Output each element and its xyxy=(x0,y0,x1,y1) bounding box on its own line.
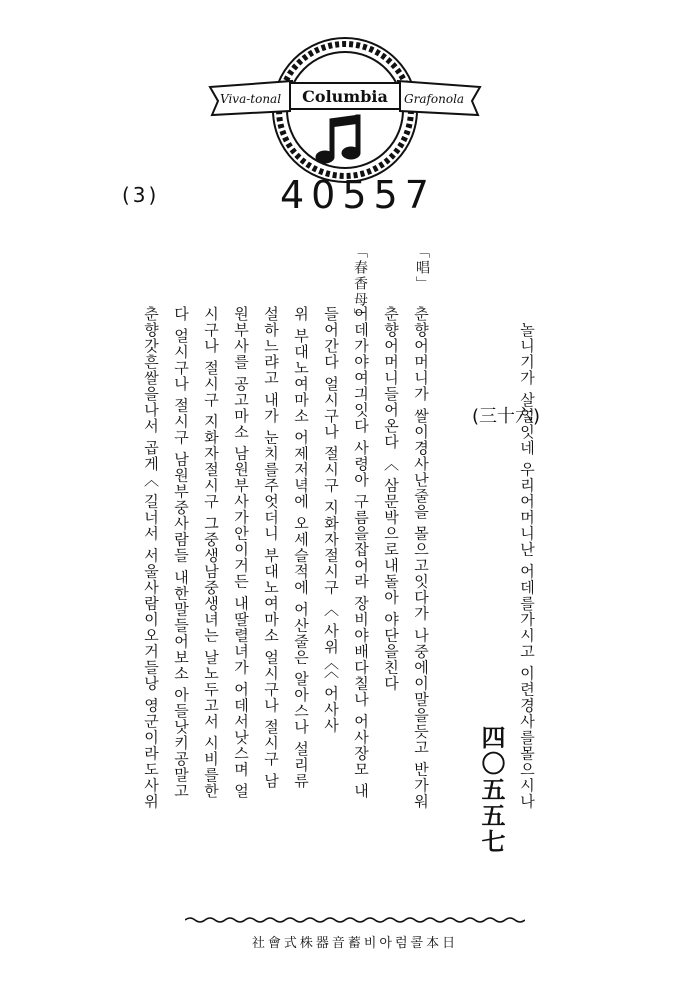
lyric-line-6: 위 부대노여마소 어제저녁에 오세슬적에 어산줄은 알아스나 설리류 xyxy=(292,306,310,789)
lyric-line-9: 시구나 절시구 지화자절시구 그중생남중생녀는 날노두고서 시비를한 xyxy=(202,306,220,799)
footer-wavy-divider xyxy=(185,916,525,924)
chunhyang-mother-label: 「春香母」 xyxy=(352,244,368,324)
lyric-line-11: 춘향갓흔쌀을나서 곱게〈 길너서 서울사람이오거들낭 영군이라도사위 xyxy=(142,306,160,810)
sing-label: 「唱」 xyxy=(414,244,430,292)
lyric-line-1: 놀니기가 살일잇네 우리어머니난 어데를가시고 이련경사를몰으시나 xyxy=(518,322,536,810)
lyric-line-5: 들어간다 얼시구나 절시구 지화자절시구 〈 사위〈〈 어사사 xyxy=(322,306,340,734)
lyric-line-4: 어데가야여긔잇다 사령아 구름을잡어라 장비야배다칠나 어사장모 내 xyxy=(352,306,370,799)
lyric-line-2: 춘향어머니가 쌀이경사난줄을 몰으고잇다가 나중에이말을듯고 반가워 xyxy=(412,306,430,810)
grafonola-text: Grafonola xyxy=(404,92,465,106)
publisher-footer: 社會式株器音蓄비아럼콜本日 xyxy=(251,936,459,951)
viva-tonal-text: Viva-tonal xyxy=(220,92,282,106)
columbia-logo xyxy=(200,35,490,185)
record-number: 40557 xyxy=(280,173,436,217)
lyric-line-10: 다 얼시구나 절시구 남원부중사람들 내한말들어보소 아들낫키공말고 xyxy=(172,306,190,799)
page-number: (3) xyxy=(122,183,160,207)
lyric-line-7: 설하느랴고 내가 눈치를주엇더니 부대노여마소 얼시구나 절시구 남 xyxy=(262,306,280,789)
section-mark: (三十六) xyxy=(472,406,541,427)
lyric-line-3: 춘향어머니들어온다 〈 삼문박으로내돌아 야단을친다 xyxy=(382,306,400,692)
columbia-brand-text: Columbia xyxy=(302,87,388,106)
lyric-line-8: 원부사를 공고마소 남원부사가안이거든 내딸렬녀가 어데서낫스며 얼 xyxy=(232,306,250,799)
record-number-kanji: 四〇五五七 xyxy=(477,725,506,855)
